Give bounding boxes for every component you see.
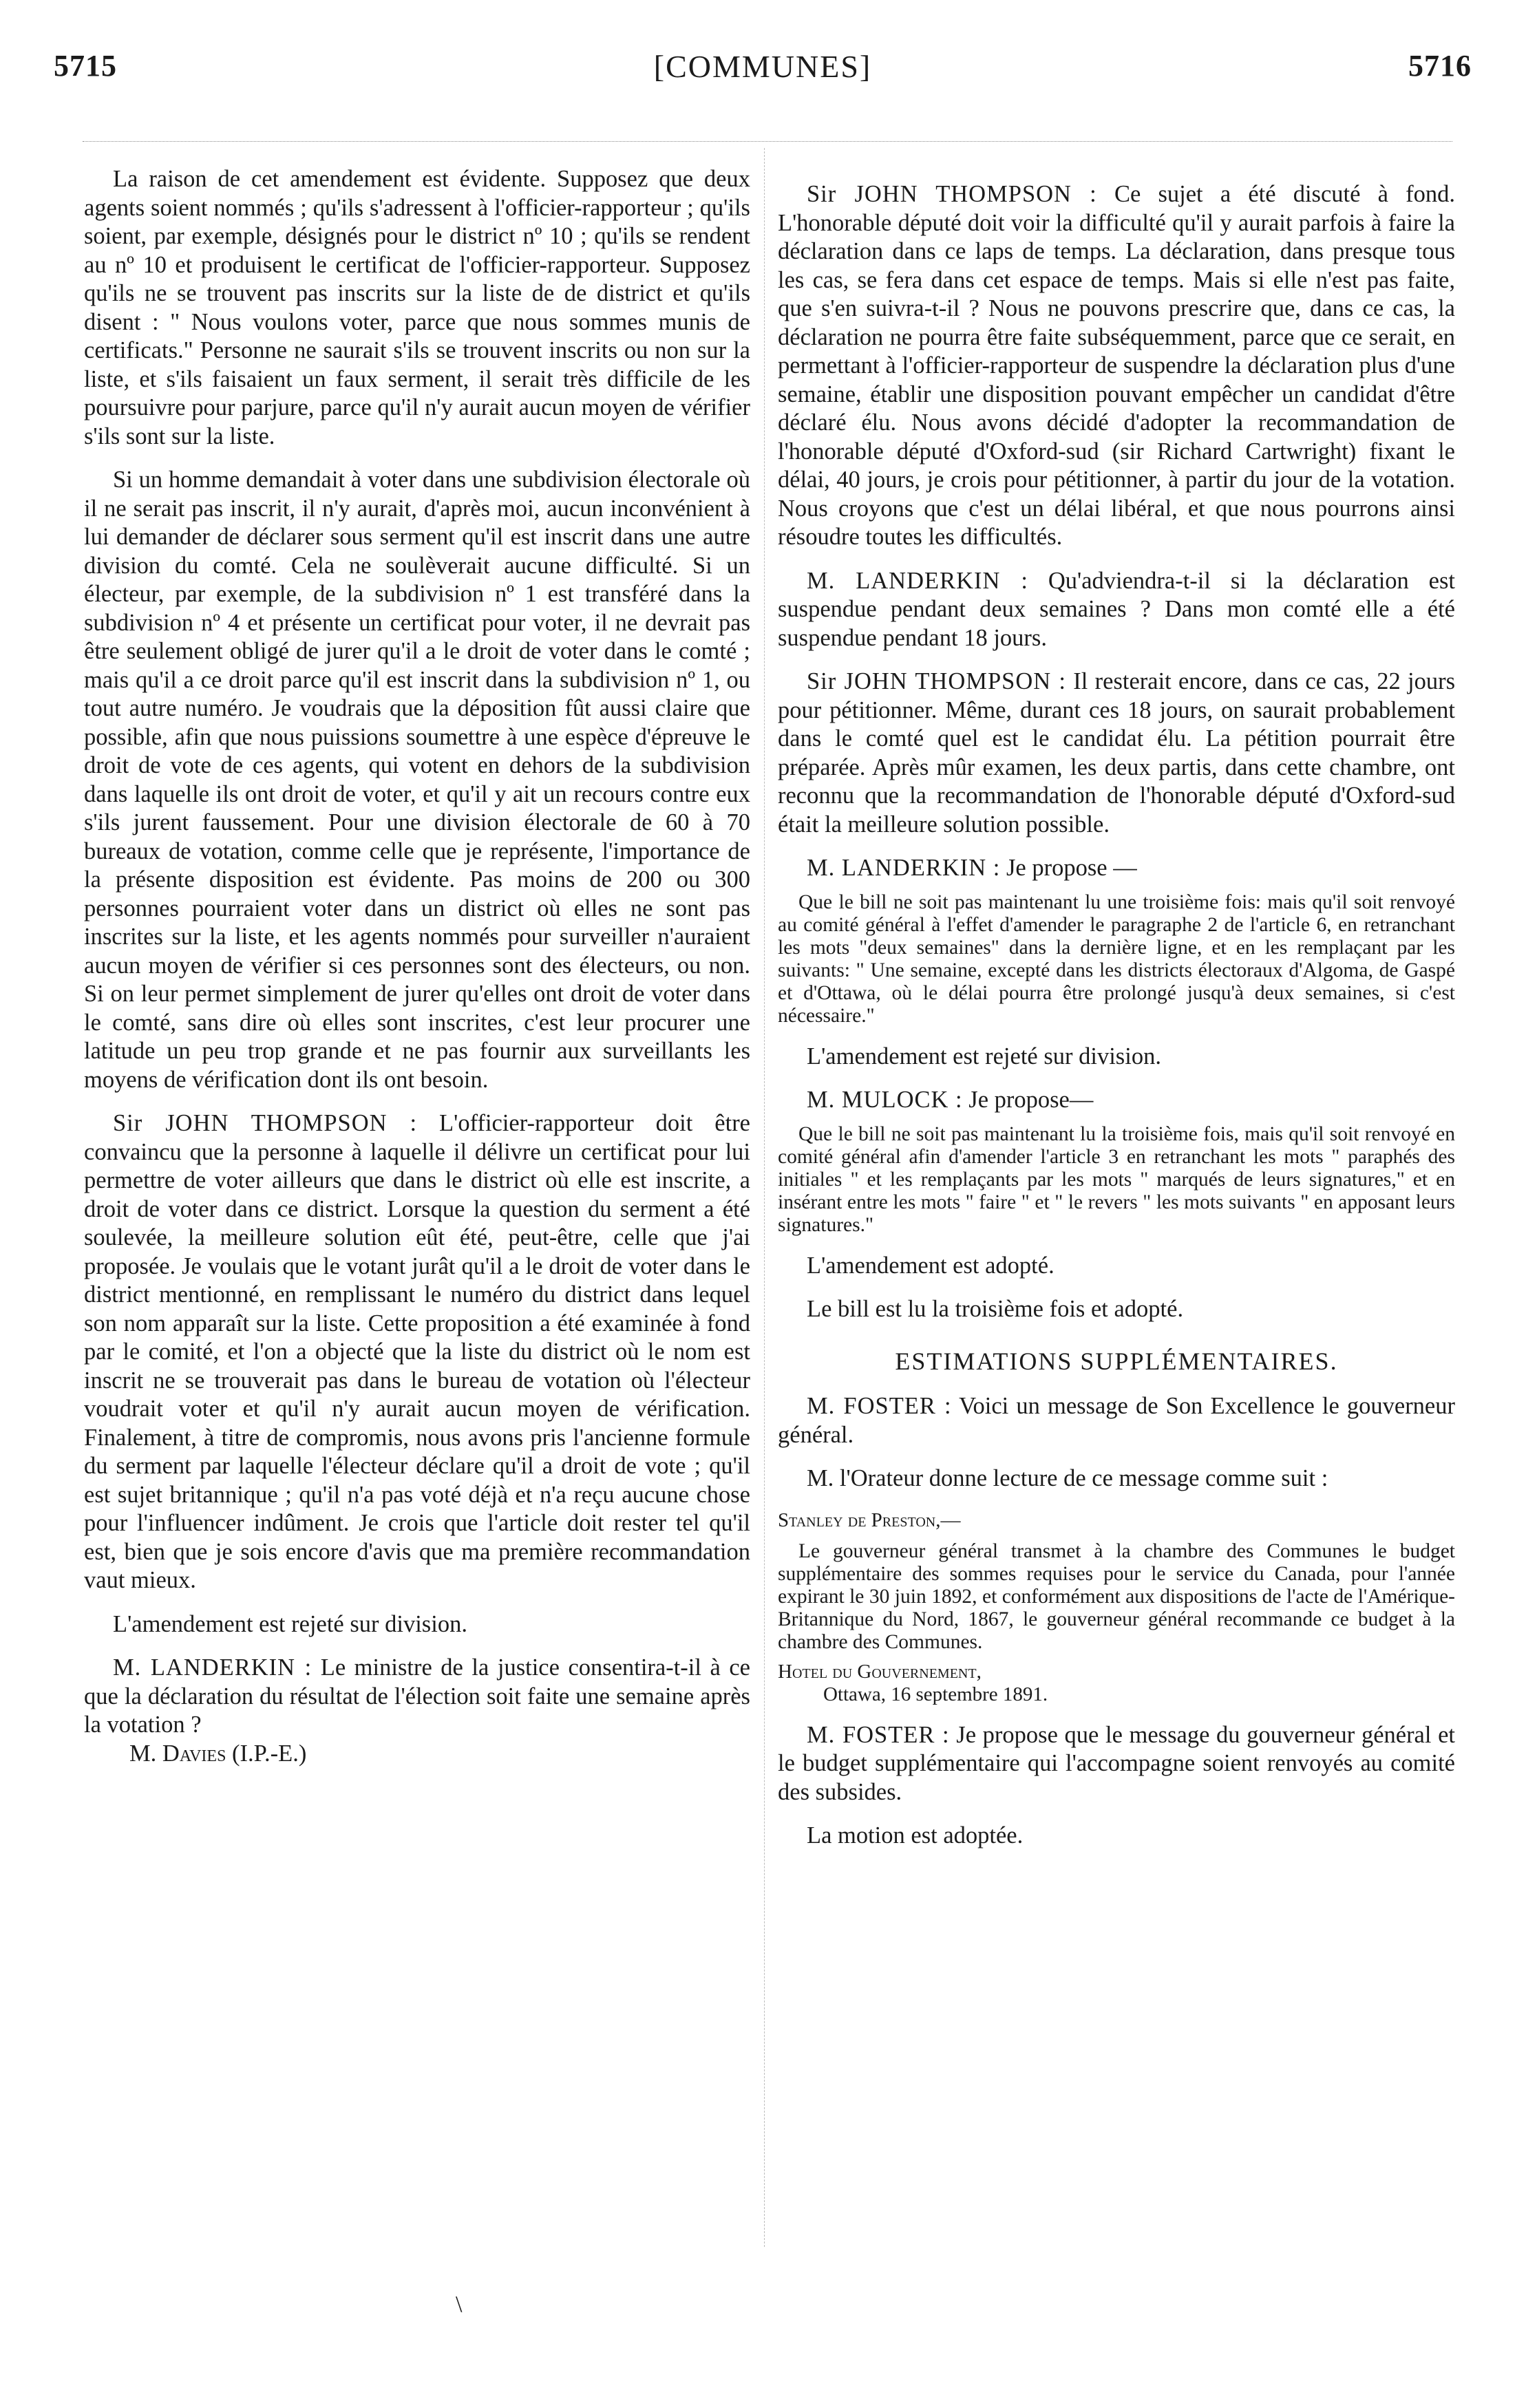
page-number-left: 5715 (54, 49, 117, 83)
speech-text: Je propose — (1006, 855, 1137, 881)
section-heading: ESTIMATIONS SUPPLÉMENTAIRES. (895, 1347, 1338, 1375)
stray-mark: \ (456, 2292, 463, 2317)
speech-paragraph (778, 854, 1455, 883)
address-line: Hotel du Gouvernement, (778, 1660, 982, 1683)
speech-paragraph (778, 180, 1455, 552)
speech-text: Qu'adviendra-t-il si la déclaration est suspendue pendant deux semaines ? Dans mon comté elle a été suspendue pendant 18 jours. (778, 567, 1456, 651)
page-number-right: 5716 (1408, 49, 1472, 83)
header-rule (83, 141, 1452, 142)
speech-text: Ce sujet a été discuté à fond. L'honorable député doit voir la difficulté qu'il y aurait parfois à faire la déclaration dans ce laps de temps. La déclaration, dans presque tous les cas, se fera dans cet espace de temps. Mais si elle n'est pas faite, que s'en suivra-t-il ? Nous ne pouvons prescrire que, dans ce cas, la déclaration ne pourra être faite subséquemment, parce que ce serait, en permettant à l'officier-rapporteur de suspendre la déclaration plus d'une semaine, établir une disposition pouvant empêcher un candidat d'être déclaré élu. Nous avons décidé d'adopter la recommandation de l'honorable député d'Oxford-sud (sir Richard Cartwright) fixant le délai, 40 jours, je crois pour pétitionner, à partir du jour de la votation. Nous croyons que c'est un délai libéral, et que nous pourrons ainsi résoudre toutes les difficultés. (778, 181, 1456, 550)
body-paragraph: L'amendement est adopté. (807, 1252, 1055, 1279)
speech-text: Il resterait encore, dans ce cas, 22 jours pour pétitionner. Même, durant ces 18 jours, on saurait probablement dans le comté quel est le candidat élu. La pétition pourrait être préparée. Après mûr examen, les deux partis, dans cette chambre, ont reconnu que la recommandation de l'honorable député d'Oxford-sud était la meilleure solution possible. (778, 668, 1455, 838)
speech-text: Je propose que le message du gouverneur général et le budget supplémentaire qui l'accompagne soient renvoyés au comité des subsides. (778, 1721, 1455, 1805)
speaker-name: M. FOSTER : (807, 1393, 952, 1419)
speaker-name: Sir JOHN THOMPSON : (113, 1110, 418, 1136)
speaker-name: Sir JOHN THOMPSON : (807, 668, 1067, 694)
page-header (54, 48, 1472, 96)
speaker-name: M. LANDERKIN : (113, 1654, 312, 1681)
quoted-motion: Que le bill ne soit pas maintenant lu la troisième fois, mais qu'il soit renvoyé en comité général afin d'amender l'article 3 en retranchant les mots " paraphés des initiales " et les remplaçants par les mots " marqués de leurs signatures," et en insérant entre les mots " faire " et " le revers " les mots suivants " en apposant leurs signatures." (778, 1122, 1455, 1236)
body-paragraph: La raison de cet amendement est évidente. Supposez que deux agents soient nommés ; qu'ils s'adressent à l'officier-rapporteur ; qu'ils soient, par exemple, désignés pour le district nº 10 ; qu'ils se rendent au nº 10 et produisent le certificat de l'officier-rapporteur. Supposez qu'ils ne se trouvent pas inscrits sur la liste de de district et qu'ils disent : " Nous voulons voter, parce que nous sommes munis de certificats." Personne ne saurait s'ils se trouvent inscrits ou non sur la liste, et s'ils faisaient un faux serment, il serait très difficile de les poursuivre pour parjure, parce qu'il n'y aurait aucun moyen de vérifier s'ils sont sur la liste. (84, 166, 750, 449)
speech-paragraph (778, 567, 1455, 653)
quoted-motion: Le gouverneur général transmet à la chambre des Communes le budget supplémentaire des sommes requises pour le service du Canada, pour l'année expirant le 30 juin 1892, et conformément aux dispositions de l'acte de l'Amérique-Britannique du Nord, 1867, le gouverneur général recommande ce budget à la chambre des Communes. (778, 1539, 1455, 1653)
body-paragraph: Le bill est lu la troisième fois et adopté. (807, 1296, 1184, 1322)
running-footer: M. Davies (I.P.-E.) (129, 1740, 307, 1767)
speech-paragraph (84, 1654, 750, 1740)
speech-paragraph (778, 668, 1455, 839)
speech-text: L'officier-rapporteur doit être convaincu que la personne à laquelle il délivre un certificat pour lui permettre de voter ailleurs que dans le district où elle est inscrite, a droit de voter dans ce district. Lorsque la question du serment a été soulevée, la meilleure solution eût été, peut-être, celle que j'ai proposée. Je voulais que le votant jurât qu'il a le droit de voter dans le district mentionné, en remplissant le numéro du district dans lequel son nom apparaît sur la liste. Cette proposition a été examinée à fond par le comité, et l'on a objecté que la liste du district où le nom est inscrit ne se trouverait pas dans le bureau de votation où l'électeur voudrait voter et qu'il n'y aurait aucun moyen de vérification. Finalement, à titre de compromis, nous avons pris l'ancienne formule du serment par laquelle l'électeur déclare qu'il a droit de vote ; qu'il est sujet britannique ; qu'il n'a pas voté déjà et n'a reçu aucune chose pour l'influencer indûment. Je crois que l'article doit rester tel qu'il est, bien que je sois encore d'avis que ma première recommandation vaut mieux. (84, 1110, 750, 1593)
right-column (778, 165, 1455, 1851)
page-title: [COMMUNES] (653, 49, 872, 84)
column-divider (764, 148, 765, 2247)
speech-paragraph (778, 1721, 1455, 1807)
left-column (84, 165, 750, 1768)
signature-line: Stanley de Preston,— (778, 1509, 961, 1531)
speaker-name: M. LANDERKIN : (807, 855, 1001, 881)
speech-paragraph (778, 1392, 1455, 1449)
speech-paragraph (778, 1086, 1455, 1115)
body-paragraph: L'amendement est rejeté sur division. (807, 1043, 1161, 1069)
speaker-name: M. FOSTER : (807, 1721, 950, 1748)
body-paragraph: Si un homme demandait à voter dans une subdivision électorale où il ne serait pas inscrit, il n'y aurait, d'après moi, aucun inconvénient à lui demander de déclarer sous serment qu'il est inscrit dans une autre division du comté. Cela ne soulèverait aucune difficulté. Si un électeur, par exemple, de la subdivision nº 1 est transféré dans la subdivision nº 4 et présente un certificat pour voter, il ne devrait pas être seulement obligé de jurer qu'il a le droit de voter dans le comté ; mais qu'il a ce droit parce qu'il est inscrit dans la subdivision nº 1, ou tout autre numéro. Je voudrais que la déposition fût aussi claire que possible, afin que nous puissions soumettre à une espèce d'épreuve le droit de vote de ces agents, qui votent en dehors de la subdivision dans laquelle ils ont droit de voter, et qu'il y ait un recours contre eux s'ils jurent faussement. Pour une division électorale de 60 à 70 bureaux de votation, comme celle que je représente, l'importance de la présente disposition est évidente. Pas moins de 200 ou 300 personnes pourraient voter dans un district où elles ne sont pas inscrites sur la liste, et les agents nommés pour surveiller n'auraient aucun moyen de vérifier si ces personnes sont des électeurs, ou non. Si on leur permet simplement de jurer qu'elles ont droit de voter dans le comté, sans dire où elles sont inscrites, c'est leur procurer une latitude un peu trop grande et ne pas fournir aux surveillants les moyens de vérification dont ils ont besoin. (84, 467, 750, 1093)
speech-text: Le ministre de la justice consentira-t-il à ce que la déclaration du résultat de l'élection soit faite une semaine après la votation ? (84, 1654, 750, 1738)
speech-text: Je propose— (968, 1087, 1094, 1113)
body-paragraph: L'amendement est rejeté sur division. (113, 1610, 467, 1637)
speech-paragraph (84, 1109, 750, 1595)
speech-text: Voici un message de Son Excellence le gouverneur général. (778, 1393, 1455, 1448)
quoted-motion: Que le bill ne soit pas maintenant lu une troisième fois: mais qu'il soit renvoyé au comité général à l'effet d'amender le paragraphe 2 de l'article 6, en retranchant les mots "deux semaines" dans la dernière ligne, et en les remplaçant par les suivants: " Une semaine, excepté dans les districts électoraux d'Algoma, de Gaspé et d'Ottawa, où le délai pourra être prolongé jusqu'à deux semaines, si c'est nécessaire." (778, 891, 1455, 1027)
speaker-name: M. MULOCK : (807, 1087, 963, 1113)
date-line: Ottawa, 16 septembre 1891. (823, 1683, 1048, 1705)
body-paragraph: M. l'Orateur donne lecture de ce message comme suit : (807, 1465, 1328, 1491)
speaker-name: M. LANDERKIN : (807, 567, 1028, 594)
body-paragraph: La motion est adoptée. (807, 1822, 1024, 1848)
speaker-name: Sir JOHN THOMPSON : (807, 181, 1097, 207)
